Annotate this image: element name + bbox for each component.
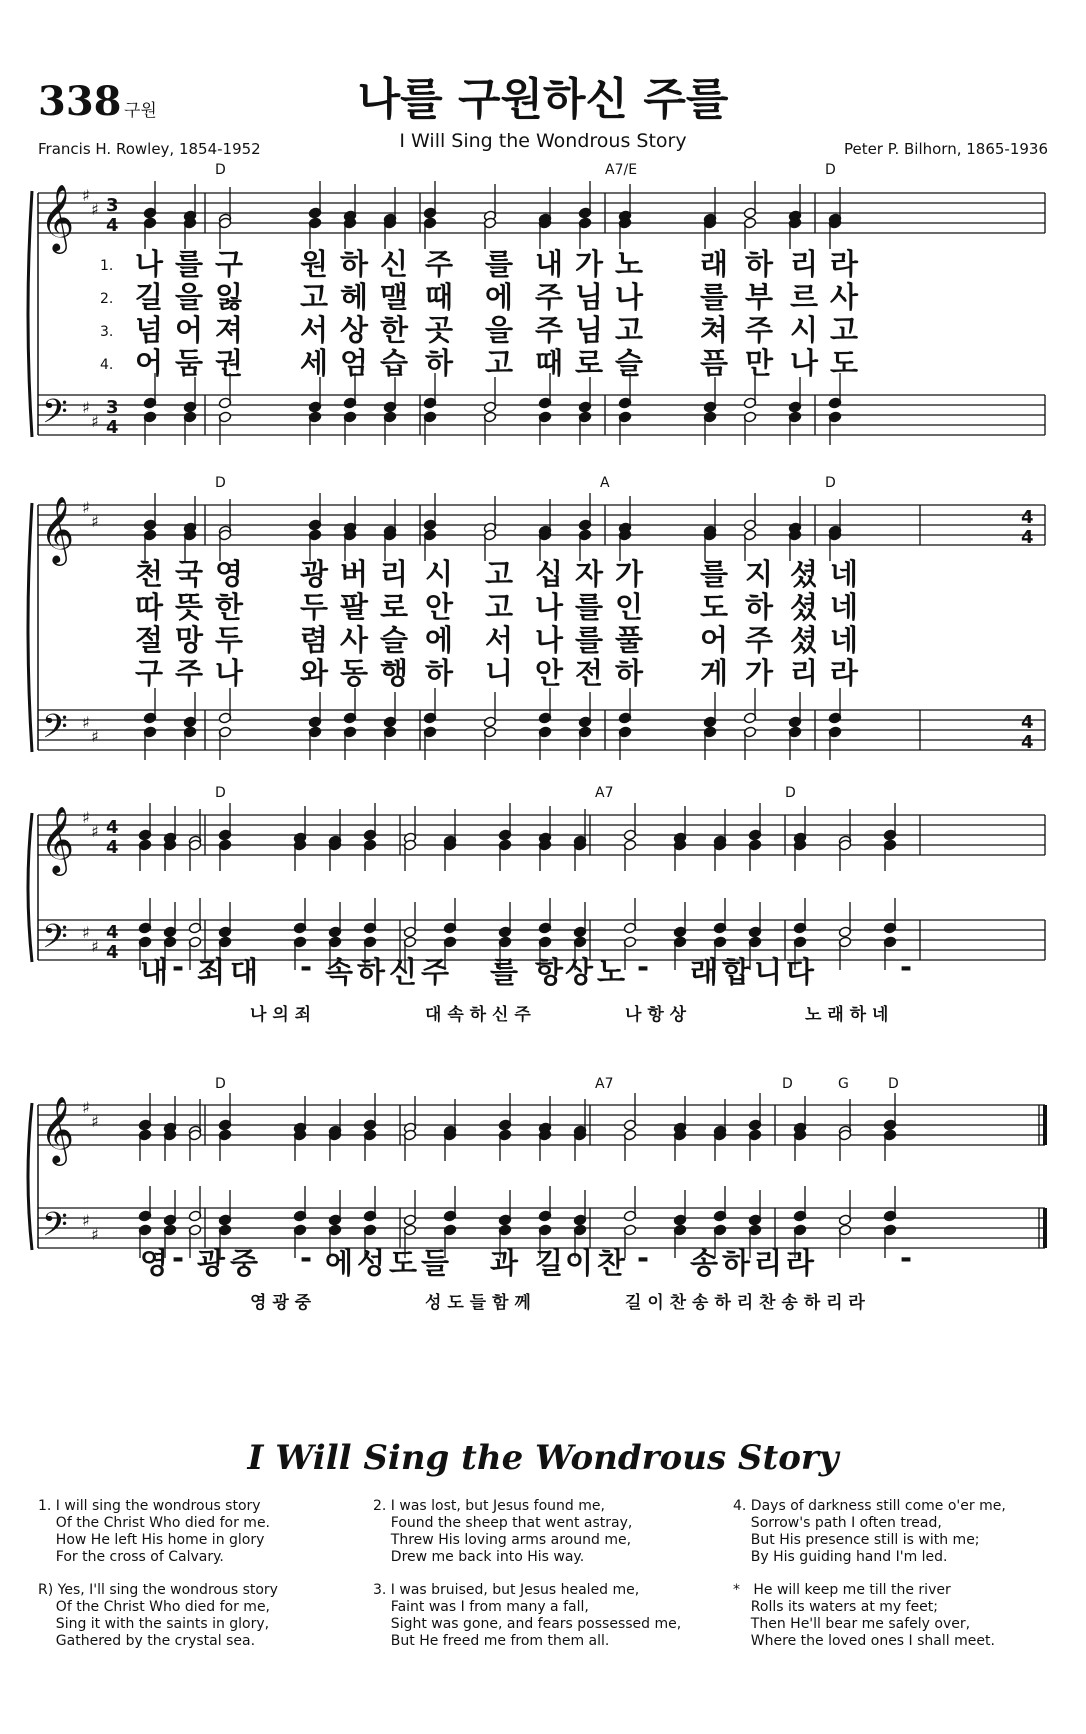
lyric-syllable: 버	[340, 557, 369, 591]
lyric-syllable: 전	[575, 656, 604, 690]
bass-lyric: 길 이 찬 송 하 리 찬 송 하 리 라	[625, 1293, 865, 1313]
time-signature: 4	[106, 922, 119, 943]
refrain-syllable: 노	[597, 955, 626, 989]
lyric-syllable: 와	[300, 656, 329, 690]
lyric-syllable: 어	[135, 346, 164, 380]
lyric-syllable: 하	[425, 656, 454, 690]
lyric-syllable: 님	[575, 280, 604, 314]
lyric-syllable: 셨	[790, 590, 819, 624]
refrain-syllable: -	[172, 950, 185, 984]
lyric-syllable: 인	[615, 590, 644, 624]
sharp-icon: ♯	[82, 498, 90, 517]
lyric-syllable: 네	[830, 623, 859, 657]
lyric-syllable: 엄	[340, 346, 369, 380]
lyric-syllable: 내	[535, 247, 564, 281]
sharp-icon: ♯	[82, 186, 90, 205]
refrain-syllable: 과	[490, 1246, 519, 1280]
verse-number: 3.	[100, 324, 114, 340]
chord-symbol: G	[838, 1076, 849, 1092]
english-verse-1: 1. I will sing the wondrous story Of the Christ Who died for me. How He left His home in glory For the cross of Calvary.	[38, 1498, 271, 1565]
sharp-icon: ♯	[91, 200, 99, 219]
lyric-syllable: 안	[425, 590, 454, 624]
lyric-syllable: 슬	[380, 623, 409, 657]
hymn-category: 구원	[124, 101, 157, 121]
lyric-syllable: 하	[615, 656, 644, 690]
refrain-syllable: 리	[754, 1246, 783, 1280]
system-brace	[28, 813, 32, 962]
lyric-syllable: 때	[535, 346, 564, 380]
lyric-syllable: 에	[425, 623, 454, 657]
lyric-syllable: 상	[340, 313, 369, 347]
lyric-syllable: 나	[135, 247, 164, 281]
hymn-title-korean: 나를 구원하신 주를	[357, 74, 729, 125]
lyric-syllable: 고	[485, 590, 514, 624]
time-signature: 4	[1021, 527, 1034, 548]
chord-symbol: D	[215, 162, 226, 178]
lyric-syllable: 잃	[215, 280, 244, 314]
lyric-syllable: 를	[485, 247, 514, 281]
english-verse-4: 4. Days of darkness still come o'er me, Sorrow's path I often tread, But His presence still is with me; By His guiding hand I'm led.	[733, 1498, 1006, 1565]
lyric-syllable: 사	[340, 623, 369, 657]
lyric-syllable: 헤	[340, 280, 369, 314]
bass-clef-icon: 𝄢	[42, 1206, 68, 1252]
time-signature: 4	[1021, 712, 1034, 733]
lyric-syllable: 네	[830, 590, 859, 624]
refrain-syllable: -	[637, 950, 650, 984]
time-signature: 4	[106, 215, 119, 236]
treble-clef-icon: 𝄞	[40, 495, 75, 563]
lyric-syllable: 권	[215, 346, 244, 380]
system-brace	[28, 191, 32, 437]
lyric-syllable: 동	[340, 656, 369, 690]
refrain-syllable: 래	[690, 955, 719, 989]
refrain-syllable: 대	[230, 955, 259, 989]
system-brace	[28, 503, 32, 752]
chord-symbol: D	[825, 162, 836, 178]
lyric-syllable: 서	[485, 623, 514, 657]
sharp-icon: ♯	[82, 398, 90, 417]
lyric-syllable: 사	[830, 280, 859, 314]
lyric-syllable: 팔	[340, 590, 369, 624]
sharp-icon: ♯	[91, 1225, 99, 1244]
refrain-syllable: 항	[535, 955, 564, 989]
refrain-syllable: 에	[325, 1246, 354, 1280]
lyric-syllable: 행	[380, 656, 409, 690]
verse-number: 4.	[100, 357, 114, 373]
chord-symbol: D	[215, 785, 226, 801]
chord-symbol: D	[215, 475, 226, 491]
lyric-syllable: 리	[790, 656, 819, 690]
lyric-syllable: 습	[380, 346, 409, 380]
lyric-syllable: 셨	[790, 557, 819, 591]
refrain-syllable: 신	[389, 955, 418, 989]
lyric-syllable: 지	[745, 557, 774, 591]
lyric-syllable: 맬	[380, 280, 409, 314]
lyric-syllable: 리	[790, 247, 819, 281]
lyric-syllable: 게	[700, 656, 729, 690]
sharp-icon: ♯	[82, 1211, 90, 1230]
lyric-syllable: 가	[615, 557, 644, 591]
refrain-syllable: 길	[535, 1246, 564, 1280]
lyric-syllable: 안	[535, 656, 564, 690]
lyric-syllable: 을	[485, 313, 514, 347]
lyric-syllable: 고	[300, 280, 329, 314]
lyric-syllable: 십	[535, 557, 564, 591]
refrain-syllable: 이	[565, 1246, 594, 1280]
lyric-syllable: 에	[485, 280, 514, 314]
sharp-icon: ♯	[82, 1098, 90, 1117]
chord-symbol: D	[785, 785, 796, 801]
lyric-syllable: 르	[790, 280, 819, 314]
lyric-syllable: 가	[575, 247, 604, 281]
lyric-syllable: 광	[300, 557, 329, 591]
sharp-icon: ♯	[82, 808, 90, 827]
lyric-syllable: 나	[615, 280, 644, 314]
lyric-syllable: 천	[135, 557, 164, 591]
lyric-syllable: 주	[425, 247, 454, 281]
lyric-syllable: 네	[830, 557, 859, 591]
refrain-syllable: -	[900, 950, 913, 984]
refrain-syllable: 내	[140, 955, 169, 989]
refrain-syllable: 광	[197, 1246, 226, 1280]
lyric-syllable: 신	[380, 247, 409, 281]
lyric-syllable: 주	[745, 313, 774, 347]
refrain-syllable: -	[300, 950, 313, 984]
english-verse-2: 2. I was lost, but Jesus found me, Found the sheep that went astray, Threw His loving arms around me, Drew me back into His way.	[373, 1498, 633, 1565]
lyric-syllable: 절	[135, 623, 164, 657]
refrain-syllable: 성	[357, 1246, 386, 1280]
lyric-syllable: 둠	[175, 346, 204, 380]
lyric-syllable: 따	[135, 590, 164, 624]
refrain-syllable: 찬	[597, 1246, 626, 1280]
lyric-syllable: 때	[425, 280, 454, 314]
lyric-syllable: 길	[135, 280, 164, 314]
sharp-icon: ♯	[91, 412, 99, 431]
lyric-syllable: 어	[700, 623, 729, 657]
lyric-syllable: 주	[745, 623, 774, 657]
refrain-syllable: 영	[140, 1246, 169, 1280]
lyric-syllable: 곳	[425, 313, 454, 347]
lyric-syllable: 노	[615, 247, 644, 281]
chord-symbol: D	[888, 1076, 899, 1092]
bass-lyric: 노 래 하 네	[805, 1005, 889, 1025]
system-brace	[28, 1103, 32, 1250]
sharp-icon: ♯	[82, 923, 90, 942]
lyric-syllable: 하	[425, 346, 454, 380]
lyric-syllable: 져	[215, 313, 244, 347]
lyric-syllable: 하	[745, 590, 774, 624]
time-signature: 4	[1021, 507, 1034, 528]
lyric-syllable: 영	[215, 557, 244, 591]
refrain-syllable: 들	[421, 1246, 450, 1280]
refrain-syllable: -	[900, 1241, 913, 1275]
chord-symbol: A7	[595, 1076, 614, 1092]
chord-symbol: A7/E	[605, 162, 638, 178]
refrain-syllable: 다	[786, 955, 815, 989]
refrain-syllable: -	[300, 1241, 313, 1275]
lyric-syllable: 나	[215, 656, 244, 690]
refrain-syllable: 속	[325, 955, 354, 989]
lyric-syllable: 고	[485, 346, 514, 380]
lyric-syllable: 주	[535, 280, 564, 314]
lyric-syllable: 나	[790, 346, 819, 380]
bass-lyric: 대 속 하 신 주	[425, 1005, 531, 1025]
lyric-syllable: 를	[575, 590, 604, 624]
lyric-syllable: 을	[175, 280, 204, 314]
lyric-syllable: 고	[830, 313, 859, 347]
lyric-syllable: 시	[790, 313, 819, 347]
english-verse-5: * He will keep me till the river Rolls its waters at my feet; Then He'll bear me safely over, Where the loved ones I shall meet.	[733, 1582, 995, 1649]
sharp-icon: ♯	[91, 937, 99, 956]
composer-credit: Peter P. Bilhorn, 1865-1936	[843, 140, 1048, 158]
lyric-syllable: 뜻	[175, 590, 204, 624]
sharp-icon: ♯	[91, 727, 99, 746]
time-signature: 3	[106, 195, 119, 216]
lyric-syllable: 로	[575, 346, 604, 380]
sharp-icon: ♯	[91, 822, 99, 841]
lyric-syllable: 두	[300, 590, 329, 624]
refrain-syllable: -	[172, 1241, 185, 1275]
time-signature: 4	[106, 817, 119, 838]
refrain-syllable: 주	[421, 955, 450, 989]
lyric-syllable: 한	[380, 313, 409, 347]
hymn-title-english: I Will Sing the Wondrous Story	[399, 130, 687, 152]
lyric-syllable: 국	[175, 557, 204, 591]
author-credit: Francis H. Rowley, 1854-1952	[38, 140, 261, 158]
bass-lyric: 성 도 들 함 께	[425, 1293, 531, 1313]
lyric-syllable: 구	[215, 247, 244, 281]
treble-clef-icon: 𝄞	[40, 805, 75, 873]
refrain-syllable: 중	[230, 1246, 259, 1280]
bass-lyric: 나 항 상	[625, 1005, 687, 1025]
time-signature: 4	[106, 417, 119, 438]
bass-clef-icon: 𝄢	[42, 708, 68, 754]
verse-number: 2.	[100, 291, 114, 307]
refrain-syllable: 상	[565, 955, 594, 989]
lyric-syllable: 렴	[300, 623, 329, 657]
lyric-syllable: 님	[575, 313, 604, 347]
time-signature: 4	[1021, 732, 1034, 753]
lyric-syllable: 주	[535, 313, 564, 347]
chord-symbol: D	[782, 1076, 793, 1092]
chord-symbol: A	[600, 475, 610, 491]
chord-symbol: A7	[595, 785, 614, 801]
refrain-syllable: 합	[722, 955, 751, 989]
lyric-syllable: 래	[700, 247, 729, 281]
lyric-syllable: 어	[175, 313, 204, 347]
sharp-icon: ♯	[91, 1112, 99, 1131]
lyric-syllable: 니	[485, 656, 514, 690]
lyric-syllable: 만	[745, 346, 774, 380]
lyric-syllable: 를	[700, 280, 729, 314]
lyric-syllable: 넘	[135, 313, 164, 347]
lyric-syllable: 리	[380, 557, 409, 591]
treble-clef-icon: 𝄞	[40, 1095, 75, 1163]
lyric-syllable: 를	[700, 557, 729, 591]
time-signature: 4	[106, 942, 119, 963]
time-signature: 3	[106, 397, 119, 418]
refrain-syllable: 를	[490, 955, 519, 989]
bass-lyric: 나 의 죄	[250, 1005, 312, 1025]
refrain-syllable: 도	[389, 1246, 418, 1280]
chord-symbol: D	[215, 1076, 226, 1092]
english-refrain: R) Yes, I'll sing the wondrous story Of the Christ Who died for me, Sing it with the saints in glory, Gathered by the crystal sea.	[38, 1582, 278, 1649]
lyric-syllable: 자	[575, 557, 604, 591]
lyric-syllable: 고	[485, 557, 514, 591]
english-title: I Will Sing the Wondrous Story	[247, 1438, 839, 1478]
lyric-syllable: 망	[175, 623, 204, 657]
bass-clef-icon: 𝄢	[42, 393, 68, 439]
lyric-syllable: 부	[745, 280, 774, 314]
lyric-syllable: 나	[535, 623, 564, 657]
refrain-syllable: 죄	[197, 955, 226, 989]
lyric-syllable: 원	[300, 247, 329, 281]
refrain-syllable: 하	[357, 955, 386, 989]
english-verse-3: 3. I was bruised, but Jesus healed me, Faint was I from many a fall, Sight was gone, and fears possessed me, But He freed me from them all.	[373, 1582, 682, 1649]
lyric-syllable: 한	[215, 590, 244, 624]
lyric-syllable: 나	[535, 590, 564, 624]
lyric-syllable: 셨	[790, 623, 819, 657]
treble-clef-icon: 𝄞	[40, 183, 75, 251]
lyric-syllable: 구	[135, 656, 164, 690]
lyric-syllable: 라	[830, 656, 859, 690]
lyric-syllable: 픔	[700, 346, 729, 380]
lyric-syllable: 가	[745, 656, 774, 690]
refrain-syllable: 하	[722, 1246, 751, 1280]
lyric-syllable: 주	[175, 656, 204, 690]
lyric-syllable: 를	[575, 623, 604, 657]
lyric-syllable: 로	[380, 590, 409, 624]
bass-lyric: 영 광 중	[250, 1293, 312, 1313]
sharp-icon: ♯	[82, 713, 90, 732]
time-signature: 4	[106, 837, 119, 858]
refrain-syllable: -	[637, 1241, 650, 1275]
refrain-syllable: 라	[786, 1246, 815, 1280]
lyric-syllable: 슬	[615, 346, 644, 380]
lyric-syllable: 도	[700, 590, 729, 624]
lyric-syllable: 도	[830, 346, 859, 380]
verse-number: 1.	[100, 258, 114, 274]
refrain-syllable: 송	[690, 1246, 719, 1280]
lyric-syllable: 풀	[615, 623, 644, 657]
lyric-syllable: 를	[175, 247, 204, 281]
bass-clef-icon: 𝄢	[42, 918, 68, 964]
hymn-number: 338	[38, 78, 122, 125]
lyric-syllable: 라	[830, 247, 859, 281]
lyric-syllable: 쳐	[700, 313, 729, 347]
lyric-syllable: 서	[300, 313, 329, 347]
lyric-syllable: 시	[425, 557, 454, 591]
chord-symbol: D	[825, 475, 836, 491]
lyric-syllable: 하	[340, 247, 369, 281]
lyric-syllable: 두	[215, 623, 244, 657]
lyric-syllable: 하	[745, 247, 774, 281]
refrain-syllable: 니	[754, 955, 783, 989]
sharp-icon: ♯	[91, 512, 99, 531]
lyric-syllable: 세	[300, 346, 329, 380]
lyric-syllable: 고	[615, 313, 644, 347]
